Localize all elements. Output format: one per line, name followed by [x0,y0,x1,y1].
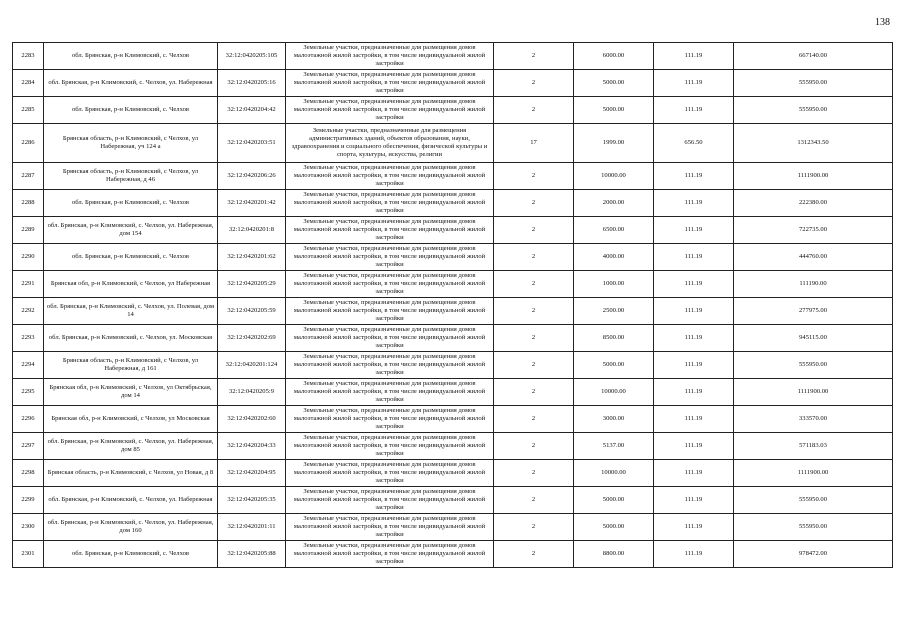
group-code-cell: 17 [494,124,574,163]
specific-value-cell: 111.19 [654,352,734,379]
table-row [13,433,893,460]
cadastral-number-cell: 32:12:0420205:35 [218,487,286,514]
address-cell: обл. Брянская, р-н Климовский, с. Челхов, ул. Набережная, дом 160 [44,514,218,541]
area-cell: 5000.00 [574,97,654,124]
area-cell: 4000.00 [574,244,654,271]
row-number-cell: 2300 [13,514,44,541]
group-code-cell: 2 [494,325,574,352]
group-code-cell: 2 [494,433,574,460]
row-number-cell: 2293 [13,325,44,352]
row-number-cell: 2295 [13,379,44,406]
row-number-cell: 2287 [13,163,44,190]
specific-value-cell: 111.19 [654,487,734,514]
table-row [13,325,893,352]
table-row [13,379,893,406]
cadastral-value-cell: 555950.00 [734,70,893,97]
cadastral-value-cell: 277975.00 [734,298,893,325]
land-purpose-cell: Земельные участки, предназначенные для размещения домов малоэтажной жилой застройки, в том числе индивидуальной жилой застройки [286,298,494,325]
specific-value-cell: 111.19 [654,298,734,325]
cadastral-number-cell: 32:12:0420205:105 [218,43,286,70]
group-code-cell: 2 [494,298,574,325]
land-purpose-cell: Земельные участки, предназначенные для размещения домов малоэтажной жилой застройки, в том числе индивидуальной жилой застройки [286,97,494,124]
area-cell: 5000.00 [574,487,654,514]
table-row [13,124,893,163]
address-cell: Брянская область, р-н Климовский, с Челхов, ул Набережная, д 161 [44,352,218,379]
specific-value-cell: 111.19 [654,325,734,352]
cadastral-value-cell: 1111900.00 [734,163,893,190]
row-number-cell: 2285 [13,97,44,124]
address-cell: Брянская обл, р-н Климовский, с Челхов, ул Октябрьская, дом 14 [44,379,218,406]
group-code-cell: 2 [494,244,574,271]
cadastral-number-cell: 32:12:0420201:62 [218,244,286,271]
group-code-cell: 2 [494,379,574,406]
cadastral-number-cell: 32:12:0420204:33 [218,433,286,460]
specific-value-cell: 111.19 [654,514,734,541]
cadastral-value-cell: 945115.00 [734,325,893,352]
land-purpose-cell: Земельные участки, предназначенные для размещения домов малоэтажной жилой застройки, в том числе индивидуальной жилой застройки [286,460,494,487]
cadastral-value-cell: 444760.00 [734,244,893,271]
address-cell: обл. Брянская, р-н Климовский, с. Челхов, ул. Набережная [44,487,218,514]
table-row [13,298,893,325]
address-cell: обл. Брянская, р-н Климовский, с. Челхов, ул. Московская [44,325,218,352]
group-code-cell: 2 [494,97,574,124]
cadastral-value-cell: 1111900.00 [734,460,893,487]
land-purpose-cell: Земельные участки, предназначенные для размещения домов малоэтажной жилой застройки, в том числе индивидуальной жилой застройки [286,487,494,514]
cadastral-value-cell: 111190.00 [734,271,893,298]
area-cell: 10000.00 [574,163,654,190]
specific-value-cell: 111.19 [654,43,734,70]
table-row [13,97,893,124]
cadastral-number-cell: 32:12:0420206:26 [218,163,286,190]
land-purpose-cell: Земельные участки, предназначенные для размещения домов малоэтажной жилой застройки, в том числе индивидуальной жилой застройки [286,352,494,379]
table-body [13,43,893,568]
land-purpose-cell: Земельные участки, предназначенные для размещения домов малоэтажной жилой застройки, в том числе индивидуальной жилой застройки [286,244,494,271]
cadastral-number-cell: 32:12:0420205:59 [218,298,286,325]
cadastral-number-cell: 32:12:0420204:42 [218,97,286,124]
table-row [13,514,893,541]
land-purpose-cell: Земельные участки, предназначенные для размещения домов малоэтажной жилой застройки, в том числе индивидуальной жилой застройки [286,514,494,541]
specific-value-cell: 111.19 [654,406,734,433]
land-purpose-cell: Земельные участки, предназначенные для размещения домов малоэтажной жилой застройки, в том числе индивидуальной жилой застройки [286,406,494,433]
address-cell: обл. Брянская, р-н Климовский, с. Челхов, ул. Набережная [44,70,218,97]
group-code-cell: 2 [494,217,574,244]
address-cell: обл. Брянская, р-н Климовский, с. Челхов [44,43,218,70]
cadastral-value-cell: 555950.00 [734,514,893,541]
address-cell: обл. Брянская, р-н Климовский, с. Челхов, ул. Набережная, дом 85 [44,433,218,460]
group-code-cell: 2 [494,460,574,487]
row-number-cell: 2294 [13,352,44,379]
cadastral-number-cell: 32:12:0420202:60 [218,406,286,433]
land-purpose-cell: Земельные участки, предназначенные для размещения домов малоэтажной жилой застройки, в том числе индивидуальной жилой застройки [286,43,494,70]
cadastral-number-cell: 32:12:0420205:9 [218,379,286,406]
group-code-cell: 2 [494,541,574,568]
row-number-cell: 2284 [13,70,44,97]
address-cell: Брянская обл, р-н Климовский, с Челхов, ул Московская [44,406,218,433]
specific-value-cell: 111.19 [654,541,734,568]
area-cell: 8800.00 [574,541,654,568]
address-cell: обл. Брянская, р-н Климовский, с. Челхов [44,97,218,124]
cadastral-value-cell: 978472.00 [734,541,893,568]
group-code-cell: 2 [494,190,574,217]
area-cell: 10000.00 [574,460,654,487]
cadastral-number-cell: 32:12:0420204:95 [218,460,286,487]
table-row [13,487,893,514]
group-code-cell: 2 [494,514,574,541]
specific-value-cell: 656.50 [654,124,734,163]
land-purpose-cell: Земельные участки, предназначенные для размещения административных зданий, объектов образования, науки, здравоохранения и социального обеспечения, физической культуры и спорта, культуры, искусства, религии [286,124,494,163]
cadastral-value-cell: 1312343.50 [734,124,893,163]
area-cell: 5000.00 [574,352,654,379]
address-cell: обл. Брянская, р-н Климовский, с. Челхов [44,541,218,568]
land-purpose-cell: Земельные участки, предназначенные для размещения домов малоэтажной жилой застройки, в том числе индивидуальной жилой застройки [286,325,494,352]
table-row [13,352,893,379]
land-purpose-cell: Земельные участки, предназначенные для размещения домов малоэтажной жилой застройки, в том числе индивидуальной жилой застройки [286,190,494,217]
specific-value-cell: 111.19 [654,244,734,271]
cadastral-number-cell: 32:12:0420201:11 [218,514,286,541]
cadastral-value-cell: 1111900.00 [734,379,893,406]
table-row [13,217,893,244]
land-purpose-cell: Земельные участки, предназначенные для размещения домов малоэтажной жилой застройки, в том числе индивидуальной жилой застройки [286,70,494,97]
specific-value-cell: 111.19 [654,217,734,244]
cadastral-number-cell: 32:12:0420205:88 [218,541,286,568]
area-cell: 5137.00 [574,433,654,460]
address-cell: обл. Брянская, р-н Климовский, с. Челхов [44,190,218,217]
area-cell: 5000.00 [574,514,654,541]
area-cell: 2000.00 [574,190,654,217]
table-row [13,163,893,190]
row-number-cell: 2290 [13,244,44,271]
row-number-cell: 2283 [13,43,44,70]
cadastral-number-cell: 32:12:0420201:42 [218,190,286,217]
specific-value-cell: 111.19 [654,379,734,406]
area-cell: 8500.00 [574,325,654,352]
cadastral-value-cell: 555950.00 [734,352,893,379]
specific-value-cell: 111.19 [654,433,734,460]
group-code-cell: 2 [494,352,574,379]
cadastral-number-cell: 32:12:0420205:16 [218,70,286,97]
cadastral-value-cell: 222380.00 [734,190,893,217]
row-number-cell: 2299 [13,487,44,514]
page-number: 138 [875,17,890,28]
row-number-cell: 2289 [13,217,44,244]
area-cell: 6500.00 [574,217,654,244]
specific-value-cell: 111.19 [654,190,734,217]
table-row [13,244,893,271]
cadastral-value-cell: 571183.03 [734,433,893,460]
row-number-cell: 2297 [13,433,44,460]
cadastral-value-cell: 555950.00 [734,487,893,514]
row-number-cell: 2298 [13,460,44,487]
land-purpose-cell: Земельные участки, предназначенные для размещения домов малоэтажной жилой застройки, в том числе индивидуальной жилой застройки [286,433,494,460]
row-number-cell: 2292 [13,298,44,325]
land-purpose-cell: Земельные участки, предназначенные для размещения домов малоэтажной жилой застройки, в том числе индивидуальной жилой застройки [286,541,494,568]
address-cell: Брянская область, р-н Климовский, с Челхов, ул Набережная, д 46 [44,163,218,190]
specific-value-cell: 111.19 [654,271,734,298]
cadastral-value-cell: 555950.00 [734,97,893,124]
area-cell: 10000.00 [574,379,654,406]
specific-value-cell: 111.19 [654,97,734,124]
row-number-cell: 2296 [13,406,44,433]
cadastral-number-cell: 32:12:0420202:69 [218,325,286,352]
land-purpose-cell: Земельные участки, предназначенные для размещения домов малоэтажной жилой застройки, в том числе индивидуальной жилой застройки [286,271,494,298]
cadastral-number-cell: 32:12:0420201:8 [218,217,286,244]
group-code-cell: 2 [494,43,574,70]
table-row [13,70,893,97]
area-cell: 3000.00 [574,406,654,433]
row-number-cell: 2286 [13,124,44,163]
address-cell: обл. Брянская, р-н Климовский, с. Челхов [44,244,218,271]
table-row [13,406,893,433]
cadastral-value-cell: 722735.00 [734,217,893,244]
group-code-cell: 2 [494,406,574,433]
land-registry-table [12,42,893,568]
land-purpose-cell: Земельные участки, предназначенные для размещения домов малоэтажной жилой застройки, в том числе индивидуальной жилой застройки [286,217,494,244]
specific-value-cell: 111.19 [654,70,734,97]
group-code-cell: 2 [494,487,574,514]
group-code-cell: 2 [494,70,574,97]
table-row [13,541,893,568]
table-row [13,460,893,487]
area-cell: 6000.00 [574,43,654,70]
cadastral-number-cell: 32:12:0420205:29 [218,271,286,298]
area-cell: 1999.00 [574,124,654,163]
specific-value-cell: 111.19 [654,163,734,190]
area-cell: 2500.00 [574,298,654,325]
group-code-cell: 2 [494,271,574,298]
table-row [13,190,893,217]
address-cell: Брянская область, р-н Климовский, с Челхов, ул Набережная, уч 124 а [44,124,218,163]
table-row [13,43,893,70]
land-purpose-cell: Земельные участки, предназначенные для размещения домов малоэтажной жилой застройки, в том числе индивидуальной жилой застройки [286,379,494,406]
area-cell: 5000.00 [574,70,654,97]
address-cell: Брянская область, р-н Климовский, с Челхов, ул Новая, д 8 [44,460,218,487]
area-cell: 1000.00 [574,271,654,298]
specific-value-cell: 111.19 [654,460,734,487]
row-number-cell: 2291 [13,271,44,298]
table-row [13,271,893,298]
cadastral-value-cell: 333570.00 [734,406,893,433]
cadastral-number-cell: 32:12:0420201:124 [218,352,286,379]
row-number-cell: 2301 [13,541,44,568]
group-code-cell: 2 [494,163,574,190]
row-number-cell: 2288 [13,190,44,217]
land-purpose-cell: Земельные участки, предназначенные для размещения домов малоэтажной жилой застройки, в том числе индивидуальной жилой застройки [286,163,494,190]
address-cell: обл. Брянская, р-н Климовский, с. Челхов, ул. Полевая, дом 14 [44,298,218,325]
cadastral-value-cell: 667140.00 [734,43,893,70]
address-cell: обл. Брянская, р-н Климовский, с. Челхов, ул. Набережная, дом 154 [44,217,218,244]
cadastral-number-cell: 32:12:0420203:51 [218,124,286,163]
address-cell: Брянская обл, р-н Климовский, с Челхов, ул Набережная [44,271,218,298]
